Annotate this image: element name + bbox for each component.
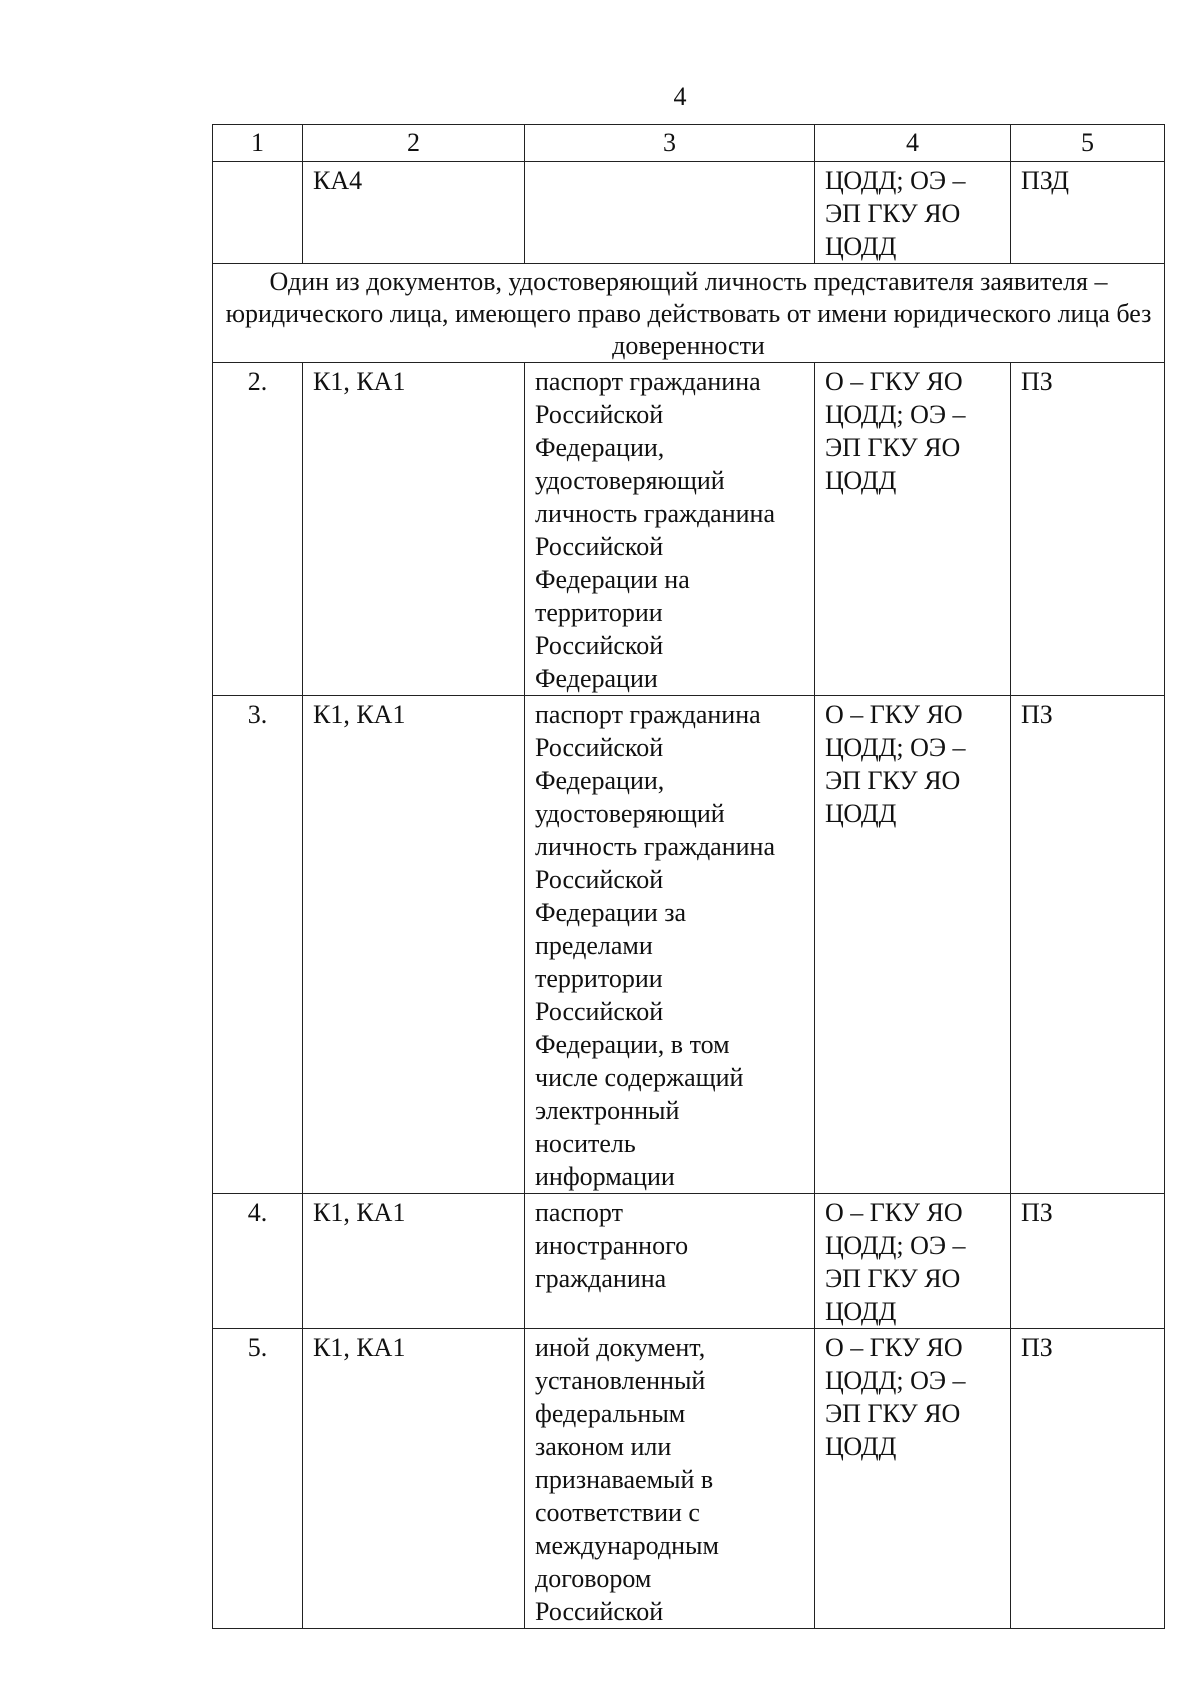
row-number-cell: 3. <box>213 696 303 1194</box>
document-cell: паспорт гражданина Российской Федерации, удостоверяющий личность гражданина Российской Федерации на территории Российской Федерации <box>525 363 815 696</box>
category-code-cell: К1, КА1 <box>303 1329 525 1629</box>
form-cell: О – ГКУ ЯО ЦОДД; ОЭ – ЭП ГКУ ЯО ЦОДД <box>815 696 1011 1194</box>
category-code-cell: К1, КА1 <box>303 696 525 1194</box>
form-cell: О – ГКУ ЯО ЦОДД; ОЭ – ЭП ГКУ ЯО ЦОДД <box>815 1194 1011 1329</box>
document-table <box>212 124 1165 1629</box>
document-cell: иной документ, установленный федеральным законом или признаваемый в соответствии с международным договором Российской <box>525 1329 815 1629</box>
form-cell: О – ГКУ ЯО ЦОДД; ОЭ – ЭП ГКУ ЯО ЦОДД <box>815 363 1011 696</box>
document-cell: паспорт иностранного гражданина <box>525 1194 815 1329</box>
document-cell: паспорт гражданина Российской Федерации, удостоверяющий личность гражданина Российской Федерации за пределами территории Российской Федерации, в том числе содержащий электронный носитель информации <box>525 696 815 1194</box>
document-cell <box>525 162 815 264</box>
form-cell: ЦОДД; ОЭ – ЭП ГКУ ЯО ЦОДД <box>815 162 1011 264</box>
form-cell: О – ГКУ ЯО ЦОДД; ОЭ – ЭП ГКУ ЯО ЦОДД <box>815 1329 1011 1629</box>
status-cell: ПЗ <box>1011 1329 1165 1629</box>
status-cell: ПЗ <box>1011 363 1165 696</box>
column-header: 2 <box>303 125 525 162</box>
status-cell: ПЗ <box>1011 696 1165 1194</box>
status-cell: ПЗД <box>1011 162 1165 264</box>
column-header: 1 <box>213 125 303 162</box>
row-number-cell: 4. <box>213 1194 303 1329</box>
column-header: 3 <box>525 125 815 162</box>
table-row <box>213 1194 1165 1329</box>
table-row <box>213 363 1165 696</box>
section-row <box>213 264 1165 363</box>
table-row <box>213 162 1165 264</box>
status-cell: ПЗ <box>1011 1194 1165 1329</box>
row-number-cell: 2. <box>213 363 303 696</box>
page-number: 4 <box>673 82 687 111</box>
row-number-cell <box>213 162 303 264</box>
column-header: 5 <box>1011 125 1165 162</box>
table-row <box>213 696 1165 1194</box>
section-heading: Один из документов, удостоверяющий личность представителя заявителя – юридического лица, имеющего право действовать от имени юридического лица без доверенности <box>213 264 1165 363</box>
category-code-cell: КА4 <box>303 162 525 264</box>
table-header-row <box>213 125 1165 162</box>
column-header: 4 <box>815 125 1011 162</box>
category-code-cell: К1, КА1 <box>303 363 525 696</box>
category-code-cell: К1, КА1 <box>303 1194 525 1329</box>
table-row <box>213 1329 1165 1629</box>
row-number-cell: 5. <box>213 1329 303 1629</box>
